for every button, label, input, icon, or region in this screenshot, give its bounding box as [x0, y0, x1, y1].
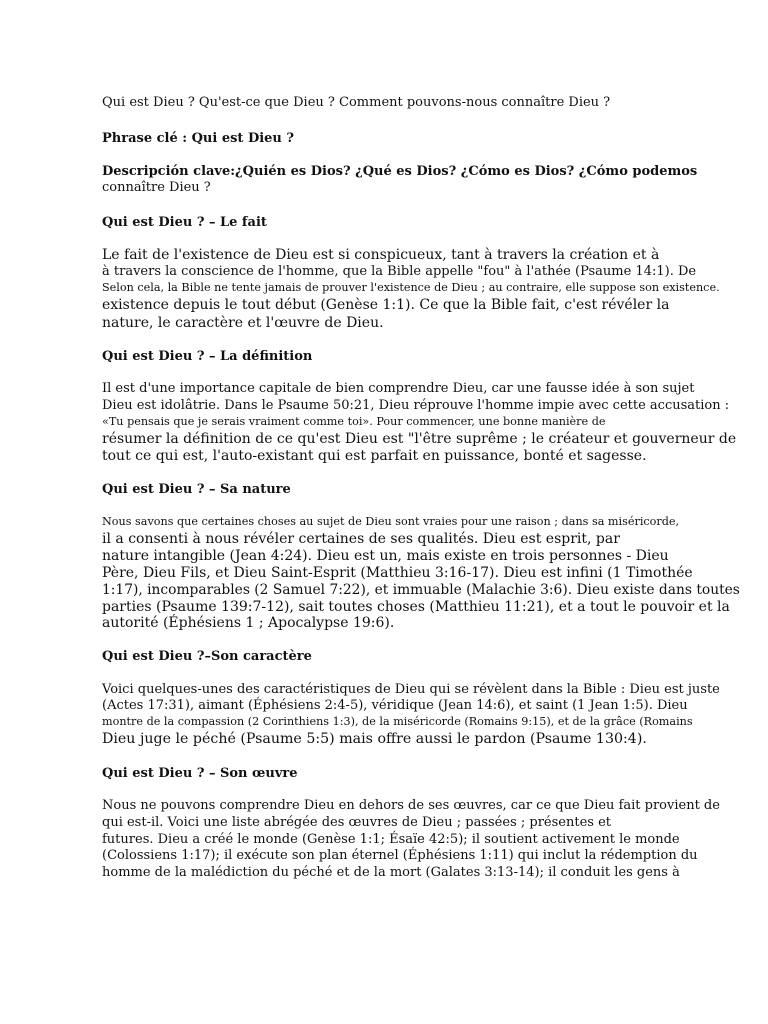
paragraph-line: qui est-il. Voici une liste abrégée des œuvres de Dieu ; passées ; présentes et — [102, 815, 611, 830]
paragraph-line: nature, le caractère et l'œuvre de Dieu. — [102, 315, 384, 331]
paragraph-line: Nous savons que certaines choses au sujet de Dieu sont vraies pour une raison ; dans sa miséricorde, — [102, 515, 680, 528]
section-heading-work: Qui est Dieu ? – Son œuvre — [102, 766, 298, 781]
paragraph-line: Père, Dieu Fils, et Dieu Saint-Esprit (Matthieu 3:16-17). Dieu est infini (1 Timothée — [102, 565, 693, 581]
paragraph-line: homme de la malédiction du péché et de la mort (Galates 3:13-14); il conduit les gens à — [102, 865, 680, 880]
paragraph-line: tout ce qui est, l'auto-existant qui est parfait en puissance, bonté et sagesse. — [102, 448, 647, 464]
paragraph-line: Nous ne pouvons comprendre Dieu en dehors de ses œuvres, car ce que Dieu fait provient de — [102, 798, 720, 813]
paragraph-line: Le fait de l'existence de Dieu est si conspicueux, tant à travers la création et à — [102, 247, 660, 263]
paragraph-line: existence depuis le tout début (Genèse 1:1). Ce que la Bible fait, c'est révéler la — [102, 297, 670, 313]
key-phrase: Phrase clé : Qui est Dieu ? — [102, 131, 295, 146]
paragraph-line: futures. Dieu a créé le monde (Genèse 1:1; Ésaïe 42:5); il soutient activement le monde — [102, 832, 680, 847]
paragraph-line: «Tu pensais que je serais vraiment comme toi». Pour commencer, une bonne manière de — [102, 415, 606, 428]
paragraph-line: résumer la définition de ce qu'est Dieu est "l'être suprême ; le créateur et gouverneur de — [102, 431, 737, 447]
paragraph-line: à travers la conscience de l'homme, que la Bible appelle "fou" à l'athée (Psaume 14:1). De — [102, 264, 697, 279]
paragraph-line: Selon cela, la Bible ne tente jamais de prouver l'existence de Dieu ; au contraire, elle suppose son existence. — [102, 281, 720, 294]
section-heading-character: Qui est Dieu ?–Son caractère — [102, 649, 312, 664]
paragraph-line: autorité (Éphésiens 1 ; Apocalypse 19:6). — [102, 615, 395, 631]
key-description-line: connaître Dieu ? — [102, 180, 211, 195]
paragraph-line: Dieu juge le péché (Psaume 5:5) mais offre aussi le pardon (Psaume 130:4). — [102, 731, 647, 747]
paragraph-line: (Colossiens 1:17); il exécute son plan éternel (Éphésiens 1:11) qui inclut la rédemption du — [102, 848, 698, 863]
paragraph-line: Dieu est idolâtrie. Dans le Psaume 50:21, Dieu réprouve l'homme impie avec cette accusation : — [102, 398, 730, 413]
paragraph-line: il a consenti à nous révéler certaines de ses qualités. Dieu est esprit, par — [102, 531, 620, 547]
paragraph-line: Voici quelques-unes des caractéristiques de Dieu qui se révèlent dans la Bible : Dieu est juste — [102, 682, 720, 697]
paragraph-line: Il est d'une importance capitale de bien comprendre Dieu, car une fausse idée à son sujet — [102, 381, 695, 396]
paragraph-line: montre de la compassion (2 Corinthiens 1:3), de la miséricorde (Romains 9:15), et de la grâce (Romains — [102, 715, 693, 728]
key-description-line: Descripción clave:¿Quién es Dios? ¿Qué es Dios? ¿Cómo es Dios? ¿Cómo podemos — [102, 164, 698, 179]
section-heading-definition: Qui est Dieu ? – La définition — [102, 349, 313, 364]
paragraph-line: parties (Psaume 139:7-12), sait toutes choses (Matthieu 11:21), et a tout le pouvoir et la — [102, 599, 730, 615]
section-heading-fact: Qui est Dieu ? – Le fait — [102, 215, 267, 230]
paragraph-line: 1:17), incomparables (2 Samuel 7:22), et immuable (Malachie 3:6). Dieu existe dans toutes — [102, 582, 740, 598]
paragraph-line: (Actes 17:31), aimant (Éphésiens 2:4-5), véridique (Jean 14:6), et saint (1 Jean 1:5). Dieu — [102, 698, 688, 713]
section-heading-nature: Qui est Dieu ? – Sa nature — [102, 482, 291, 497]
paragraph-line: nature intangible (Jean 4:24). Dieu est un, mais existe en trois personnes - Dieu — [102, 548, 669, 564]
document-title-line: Qui est Dieu ? Qu'est-ce que Dieu ? Comment pouvons-nous connaître Dieu ? — [102, 95, 611, 110]
